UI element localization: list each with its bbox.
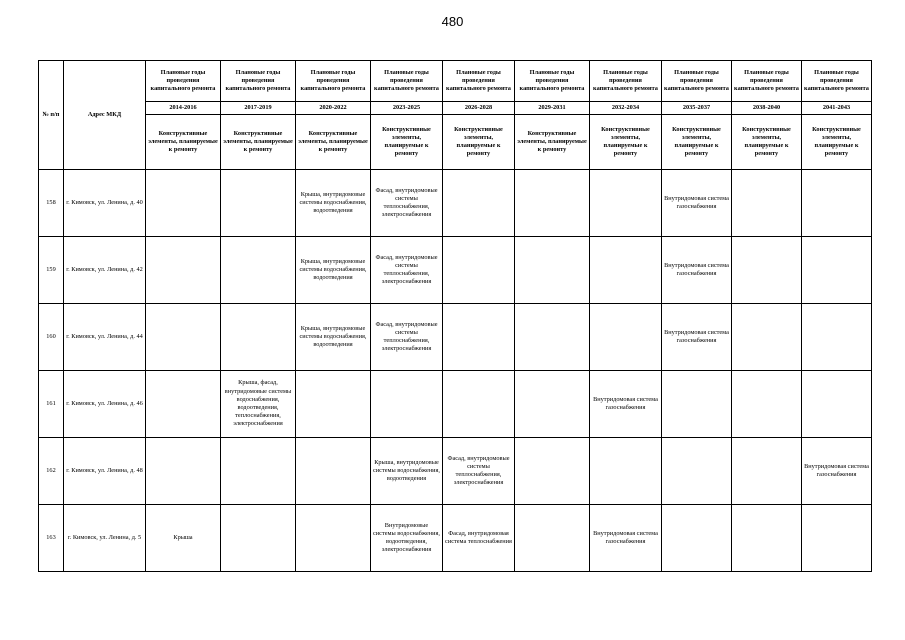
row-number: 159: [39, 237, 64, 304]
repair-cell: Внутридомовая система газоснабжения: [802, 438, 872, 505]
repair-cell: [732, 170, 802, 237]
period-caption: Плановые годы проведения капитального ремонта: [515, 61, 590, 102]
repair-cell: [590, 304, 662, 371]
repair-cell: [146, 438, 221, 505]
repair-cell: [296, 505, 371, 572]
capital-repair-table: [38, 60, 872, 572]
period-years: 2029-2031: [515, 102, 590, 115]
period-years: 2032-2034: [590, 102, 662, 115]
element-caption: Конструктивные элементы, планируемые к ремонту: [802, 115, 872, 170]
element-caption: Конструктивные элементы, планируемые к ремонту: [590, 115, 662, 170]
row-address: г. Кимовск, ул. Ленина, д. 48: [64, 438, 146, 505]
table-row: [39, 304, 872, 371]
repair-cell: Крыша, внутридомовые системы водоснабжения, водоотведения: [371, 438, 443, 505]
row-number: 158: [39, 170, 64, 237]
repair-cell: Фасад, внутридомовые системы теплоснабжения, электроснабжения: [443, 438, 515, 505]
period-caption: Плановые годы проведения капитального ремонта: [590, 61, 662, 102]
element-caption: Конструктивные элементы, планируемые к ремонту: [515, 115, 590, 170]
repair-cell: [221, 505, 296, 572]
repair-cell: [443, 237, 515, 304]
repair-cell: [802, 237, 872, 304]
row-address: г. Кимовск, ул. Ленина, д. 40: [64, 170, 146, 237]
repair-cell: [515, 304, 590, 371]
repair-cell: Внутридомовые системы водоснабжения, водоотведения, электроснабжения: [371, 505, 443, 572]
row-address: г. Кимовск, ул. Ленина, д. 42: [64, 237, 146, 304]
repair-cell: [515, 170, 590, 237]
repair-cell: Крыша: [146, 505, 221, 572]
period-caption: Плановые годы проведения капитального ремонта: [662, 61, 732, 102]
row-address: г. Кимовск, ул. Ленина, д. 44: [64, 304, 146, 371]
element-caption: Конструктивные элементы, планируемые к ремонту: [662, 115, 732, 170]
element-caption: Конструктивные элементы, планируемые к ремонту: [146, 115, 221, 170]
num-header: № п/п: [39, 61, 64, 170]
page-number: 480: [441, 14, 464, 29]
repair-cell: [146, 371, 221, 438]
period-caption: Плановые годы проведения капитального ремонта: [296, 61, 371, 102]
repair-cell: Фасад, внутридомовые системы теплоснабжения, электроснабжения: [371, 237, 443, 304]
period-years: 2041-2043: [802, 102, 872, 115]
repair-cell: [221, 438, 296, 505]
repair-cell: [515, 505, 590, 572]
repair-cell: [590, 438, 662, 505]
row-number: 161: [39, 371, 64, 438]
table-row: [39, 371, 872, 438]
period-caption: Плановые годы проведения капитального ремонта: [732, 61, 802, 102]
address-header: Адрес МКД: [64, 61, 146, 170]
repair-cell: [515, 371, 590, 438]
repair-cell: Внутридомовая система газоснабжения: [662, 304, 732, 371]
repair-cell: Фасад, внутридомовая система теплоснабжения: [443, 505, 515, 572]
period-caption: Плановые годы проведения капитального ремонта: [221, 61, 296, 102]
repair-cell: [590, 237, 662, 304]
repair-cell: [443, 304, 515, 371]
row-address: г. Кимовск, ул. Ленина, д. 5: [64, 505, 146, 572]
repair-cell: [662, 438, 732, 505]
period-years: 2017-2019: [221, 102, 296, 115]
repair-cell: [590, 170, 662, 237]
period-years: 2026-2028: [443, 102, 515, 115]
repair-cell: [662, 371, 732, 438]
row-number: 160: [39, 304, 64, 371]
period-years: 2038-2040: [732, 102, 802, 115]
period-caption: Плановые годы проведения капитального ремонта: [371, 61, 443, 102]
repair-cell: Внутридомовая система газоснабжения: [590, 505, 662, 572]
repair-cell: [662, 505, 732, 572]
repair-cell: Внутридомовая система газоснабжения: [590, 371, 662, 438]
repair-cell: [221, 170, 296, 237]
repair-cell: Фасад, внутридомовые системы теплоснабжения, электроснабжения: [371, 304, 443, 371]
repair-cell: [296, 371, 371, 438]
repair-cell: [515, 237, 590, 304]
period-years: 2035-2037: [662, 102, 732, 115]
period-years: 2023-2025: [371, 102, 443, 115]
repair-cell: [146, 237, 221, 304]
period-years: 2014-2016: [146, 102, 221, 115]
repair-cell: Внутридомовая система газоснабжения: [662, 237, 732, 304]
table-row: [39, 438, 872, 505]
repair-cell: [221, 304, 296, 371]
table-row: [39, 170, 872, 237]
repair-cell: [443, 371, 515, 438]
repair-cell: [221, 237, 296, 304]
repair-cell: Крыша, внутридомовые системы водоснабжения, водоотведения: [296, 237, 371, 304]
period-caption: Плановые годы проведения капитального ремонта: [146, 61, 221, 102]
table-row: [39, 237, 872, 304]
repair-cell: [443, 170, 515, 237]
repair-cell: [732, 237, 802, 304]
header-row-captions: [39, 61, 872, 102]
period-caption: Плановые годы проведения капитального ремонта: [802, 61, 872, 102]
element-caption: Конструктивные элементы, планируемые к ремонту: [732, 115, 802, 170]
header-row-years: [39, 102, 872, 115]
repair-cell: [732, 438, 802, 505]
row-number: 163: [39, 505, 64, 572]
element-caption: Конструктивные элементы, планируемые к ремонту: [221, 115, 296, 170]
element-caption: Конструктивные элементы, планируемые к ремонту: [443, 115, 515, 170]
row-number: 162: [39, 438, 64, 505]
repair-cell: [515, 438, 590, 505]
repair-cell: [732, 505, 802, 572]
element-caption: Конструктивные элементы, планируемые к ремонту: [371, 115, 443, 170]
repair-cell: [802, 371, 872, 438]
repair-cell: Крыша, внутридомовые системы водоснабжения, водоотведения: [296, 170, 371, 237]
repair-cell: Крыша, фасад, внутридомовые системы водоснабжения, водоотведения, теплоснабжения, электроснабжения: [221, 371, 296, 438]
repair-cell: [296, 438, 371, 505]
table-row: [39, 505, 872, 572]
period-caption: Плановые годы проведения капитального ремонта: [443, 61, 515, 102]
row-address: г. Кимовск, ул. Ленина, д. 46: [64, 371, 146, 438]
repair-cell: [802, 304, 872, 371]
repair-cell: [732, 371, 802, 438]
repair-cell: [146, 304, 221, 371]
repair-cell: [802, 505, 872, 572]
repair-cell: Фасад, внутридомовые системы теплоснабжения, электроснабжения: [371, 170, 443, 237]
repair-cell: [371, 371, 443, 438]
period-years: 2020-2022: [296, 102, 371, 115]
header-row-elements: [39, 115, 872, 170]
repair-cell: Крыша, внутридомовые системы водоснабжения, водоотведения: [296, 304, 371, 371]
repair-cell: [732, 304, 802, 371]
element-caption: Конструктивные элементы, планируемые к ремонту: [296, 115, 371, 170]
repair-cell: [146, 170, 221, 237]
repair-cell: Внутридомовая система газоснабжения: [662, 170, 732, 237]
repair-cell: [802, 170, 872, 237]
